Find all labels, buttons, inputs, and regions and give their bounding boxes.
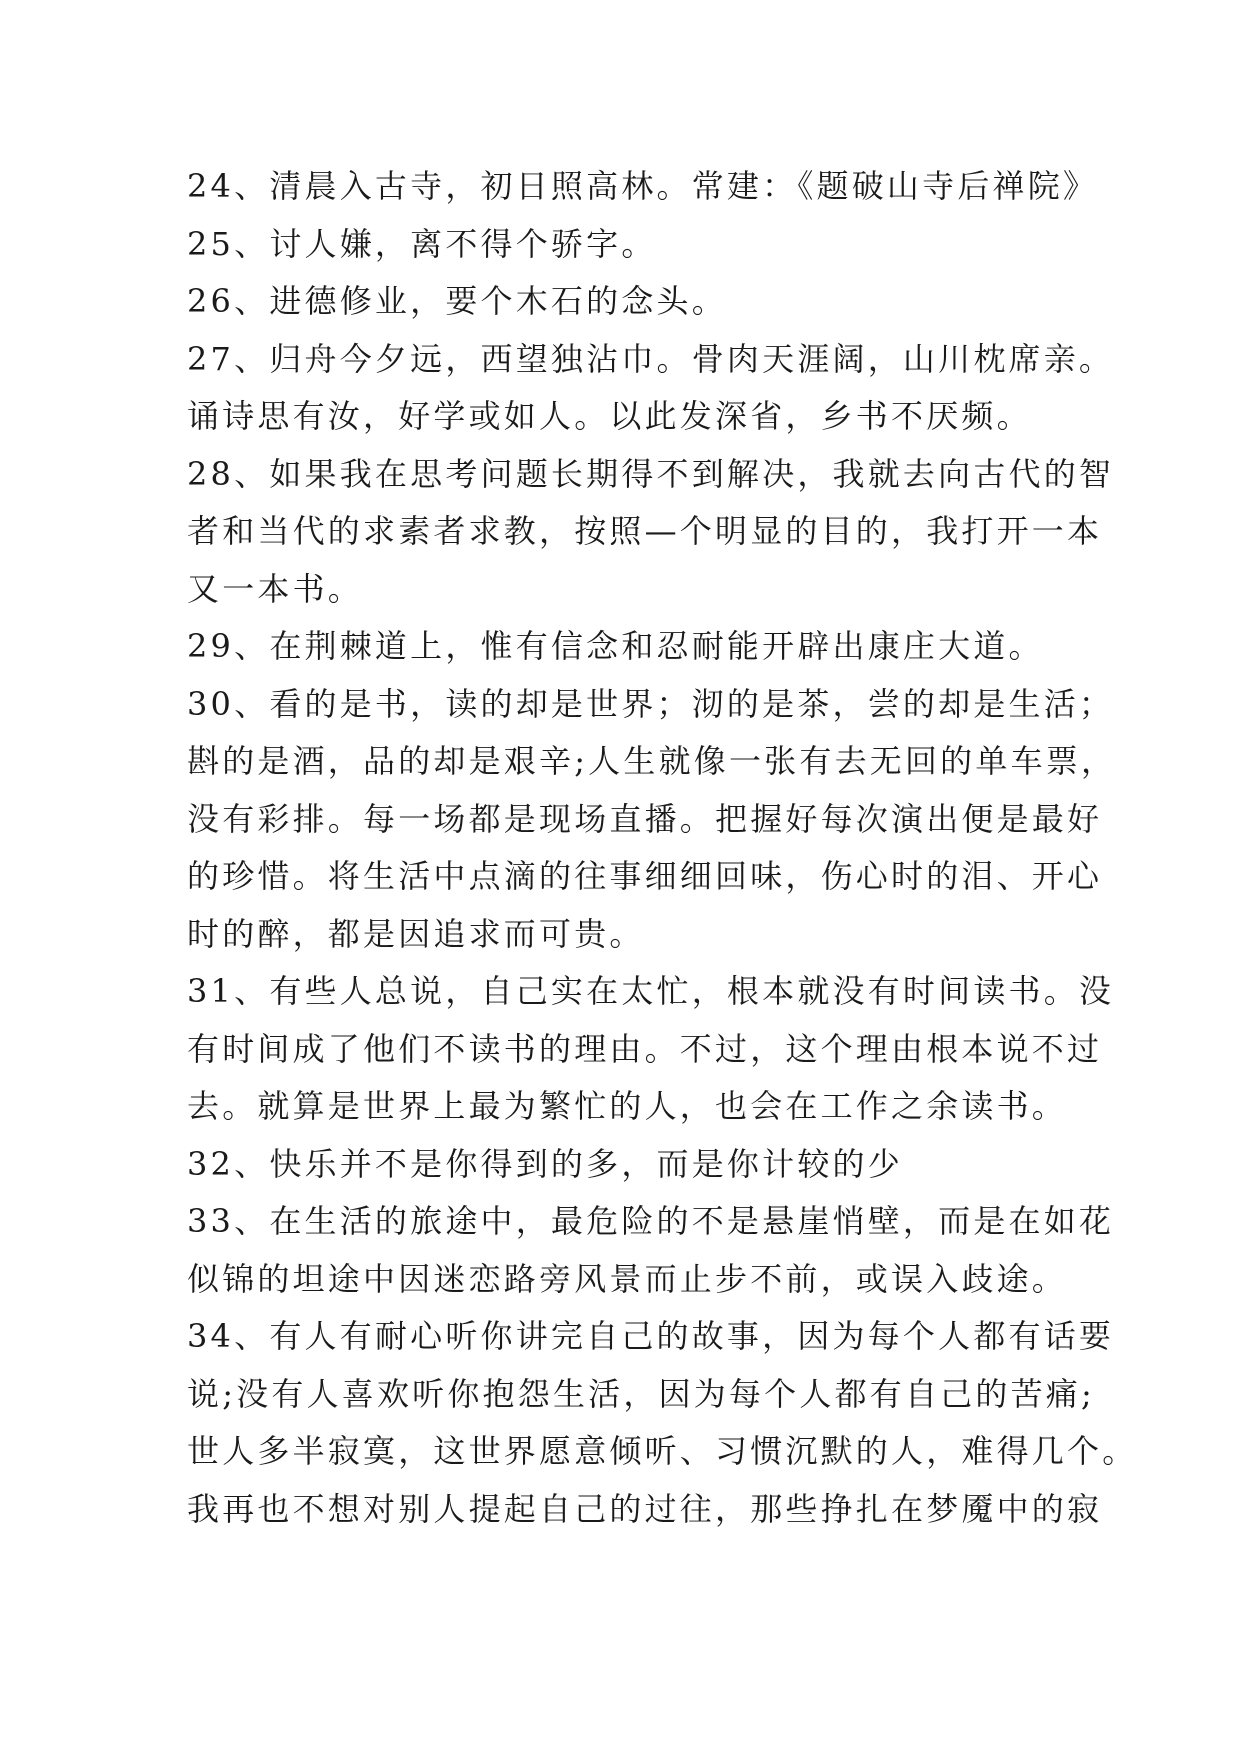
text-line: 32、快乐并不是你得到的多，而是你计较的少 (187, 1144, 903, 1183)
text-line: 33、在生活的旅途中，最危险的不是悬崖悄壁，而是在如花 (187, 1202, 1115, 1240)
text-line: 我再也不想对别人提起自己的过往，那些挣扎在梦魇中的寂 (187, 1489, 1103, 1528)
document-body (187, 158, 1138, 1538)
text-line: 去。就算是世界上最为繁忙的人，也会在工作之余读书。 (187, 1087, 1068, 1125)
text-line: 似锦的坦途中因迷恋路旁风景而止步不前，或误入歧途。 (187, 1259, 1068, 1298)
text-line: 斟的是酒，品的却是艰辛;人生就像一张有去无回的单车票， (187, 742, 1117, 780)
text-line: 又一本书。 (187, 569, 364, 608)
text-line: 31、有些人总说，自己实在太忙，根本就没有时间读书。没 (187, 972, 1115, 1010)
text-line: 的珍惜。将生活中点滴的往事细细回味，伤心时的泪、开心 (187, 857, 1103, 895)
text-line: 29、在荆棘道上，惟有信念和忍耐能开辟出康庄大道。 (187, 627, 1044, 665)
text-line: 28、如果我在思考问题长期得不到解决，我就去向古代的智 (187, 454, 1115, 493)
text-line: 30、看的是书，读的却是世界；沏的是茶，尝的却是生活； (187, 684, 1115, 723)
text-line: 世人多半寂寞，这世界愿意倾听、习惯沉默的人，难得几个。 (187, 1432, 1138, 1470)
text-line: 有时间成了他们不读书的理由。不过，这个理由根本说不过 (187, 1029, 1103, 1068)
text-line: 者和当代的求素者求教，按照—个明显的目的，我打开一本 (187, 512, 1103, 550)
text-line: 说;没有人喜欢听你抱怨生活，因为每个人都有自己的苦痛; (187, 1374, 1095, 1413)
text-line: 34、有人有耐心听你讲完自己的故事，因为每个人都有话要 (187, 1317, 1115, 1355)
text-line: 25、讨人嫌，离不得个骄字。 (187, 224, 657, 263)
text-line: 诵诗思有汝，好学或如人。以此发深省，乡书不厌频。 (187, 397, 1032, 435)
text-line: 没有彩排。每一场都是现场直播。把握好每次演出便是最好 (187, 799, 1103, 838)
text-line: 24、清晨入古寺，初日照高林。常建：《题破山寺后禅院》 (187, 167, 1099, 205)
text-line: 26、进德修业，要个木石的念头。 (187, 282, 727, 320)
text-line: 27、归舟今夕远，西望独沾巾。骨肉天涯阔，山川枕席亲。 (187, 339, 1115, 378)
text-line: 时的醉，都是因追求而可贵。 (187, 914, 645, 953)
